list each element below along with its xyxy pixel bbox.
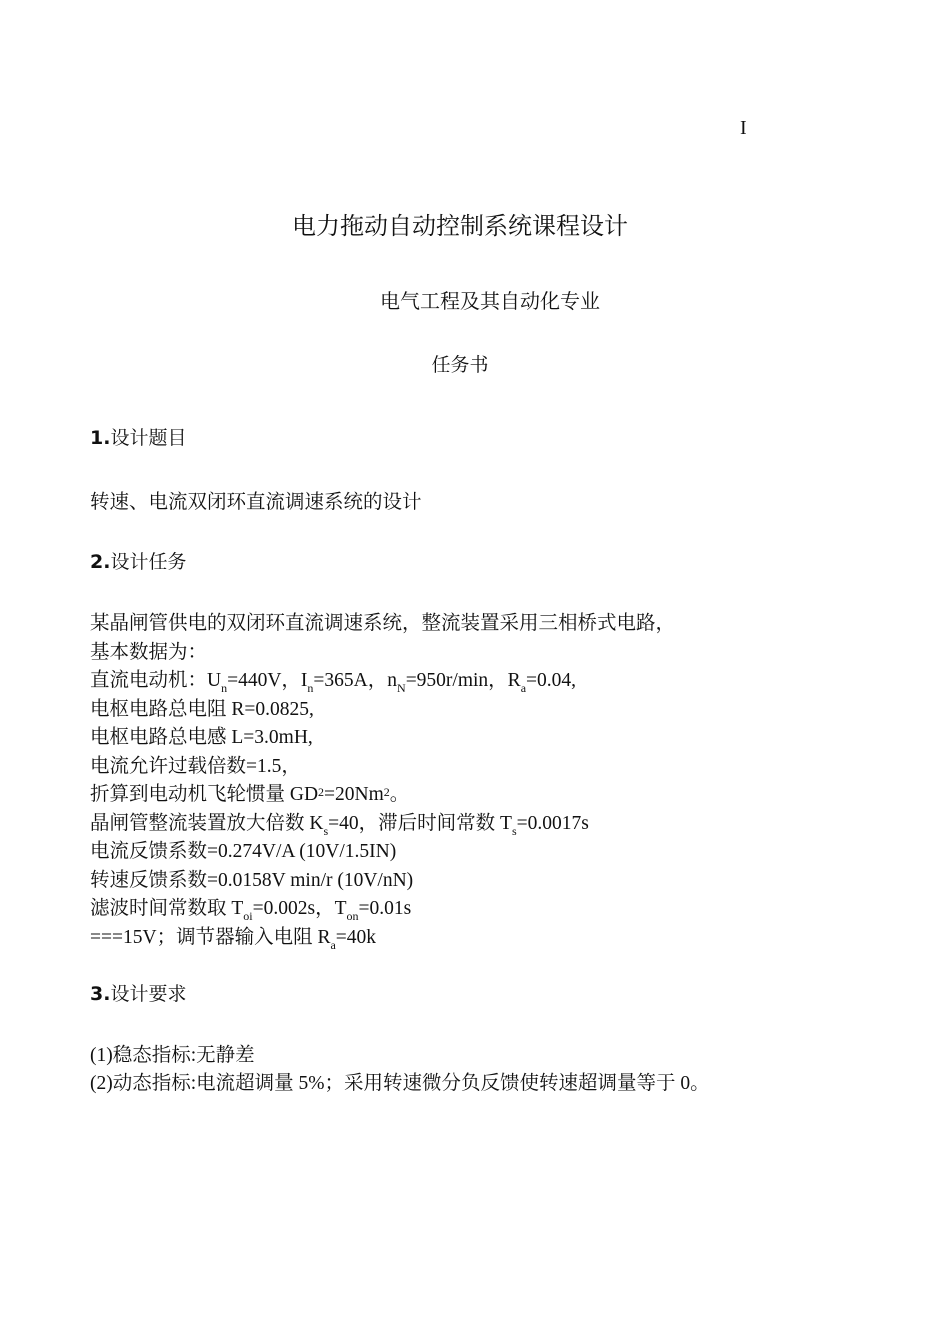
- thyristor-params-line: 晶闸管整流装置放大倍数 $K_s=40$，滞后时间常数 $T_s=0.0017s$: [90, 813, 589, 838]
- armature-resistance-line: 电枢电路总电阻 R=0.0825,: [90, 699, 314, 720]
- task-intro-line-1: 某晶闸管供电的双闭环直流调速系统，整流装置采用三相桥式电路，: [90, 613, 676, 634]
- speed-feedback-line: 转速反馈系数=0.0158V min/r (10V/nN): [90, 870, 414, 891]
- design-topic-text: 转速、电流双闭环直流调速系统的设计: [90, 492, 422, 513]
- section-heading-1: [90, 423, 186, 450]
- section-label-1: 设计题目: [110, 427, 187, 449]
- overload-factor-line: 电流允许过载倍数=1.5，: [90, 756, 301, 777]
- flywheel-inertia-line: 折算到电动机飞轮惯量 $GD^2=20Nm^2$。: [90, 784, 410, 805]
- document-subtitle: 电气工程及其自动化专业: [380, 291, 600, 313]
- motor-params-line: 直流电动机：$U_n=440V$，$I_n=365A$，$n_N=950r/\min$，$R_a=0.04$,: [90, 670, 577, 695]
- page-number: I: [740, 117, 747, 139]
- task-heading: 任务书: [431, 354, 489, 376]
- filter-time-line: 滤波时间常数取 $T_{oi}=0.002s$，$T_{on}=0.01s$: [90, 898, 412, 923]
- section-number-3: 3.: [90, 983, 111, 1005]
- section-number-2: 2.: [90, 551, 111, 573]
- current-feedback-line: 电流反馈系数=0.274V/A (10V/1.5IN): [90, 841, 397, 862]
- armature-inductance-line: 电枢电路总电感 L=3.0mH,: [90, 727, 313, 748]
- section-label-3: 设计要求: [110, 983, 187, 1005]
- section-heading-3: [90, 979, 186, 1006]
- requirement-dynamic: (2)动态指标:电流超调量 5%；采用转速微分负反馈使转速超调量等于 0。: [90, 1073, 710, 1094]
- section-label-2: 设计任务: [110, 551, 187, 573]
- document-title: 电力拖动自动控制系统课程设计: [292, 212, 628, 240]
- section-heading-2: [90, 547, 186, 574]
- section-number-1: 1.: [90, 427, 111, 449]
- requirement-steady-state: (1)稳态指标:无静差: [90, 1045, 255, 1066]
- regulator-line: ===15V；调节器输入电阻 $R_a=40k$: [90, 927, 377, 952]
- task-intro-line-2: 基本数据为：: [90, 642, 208, 663]
